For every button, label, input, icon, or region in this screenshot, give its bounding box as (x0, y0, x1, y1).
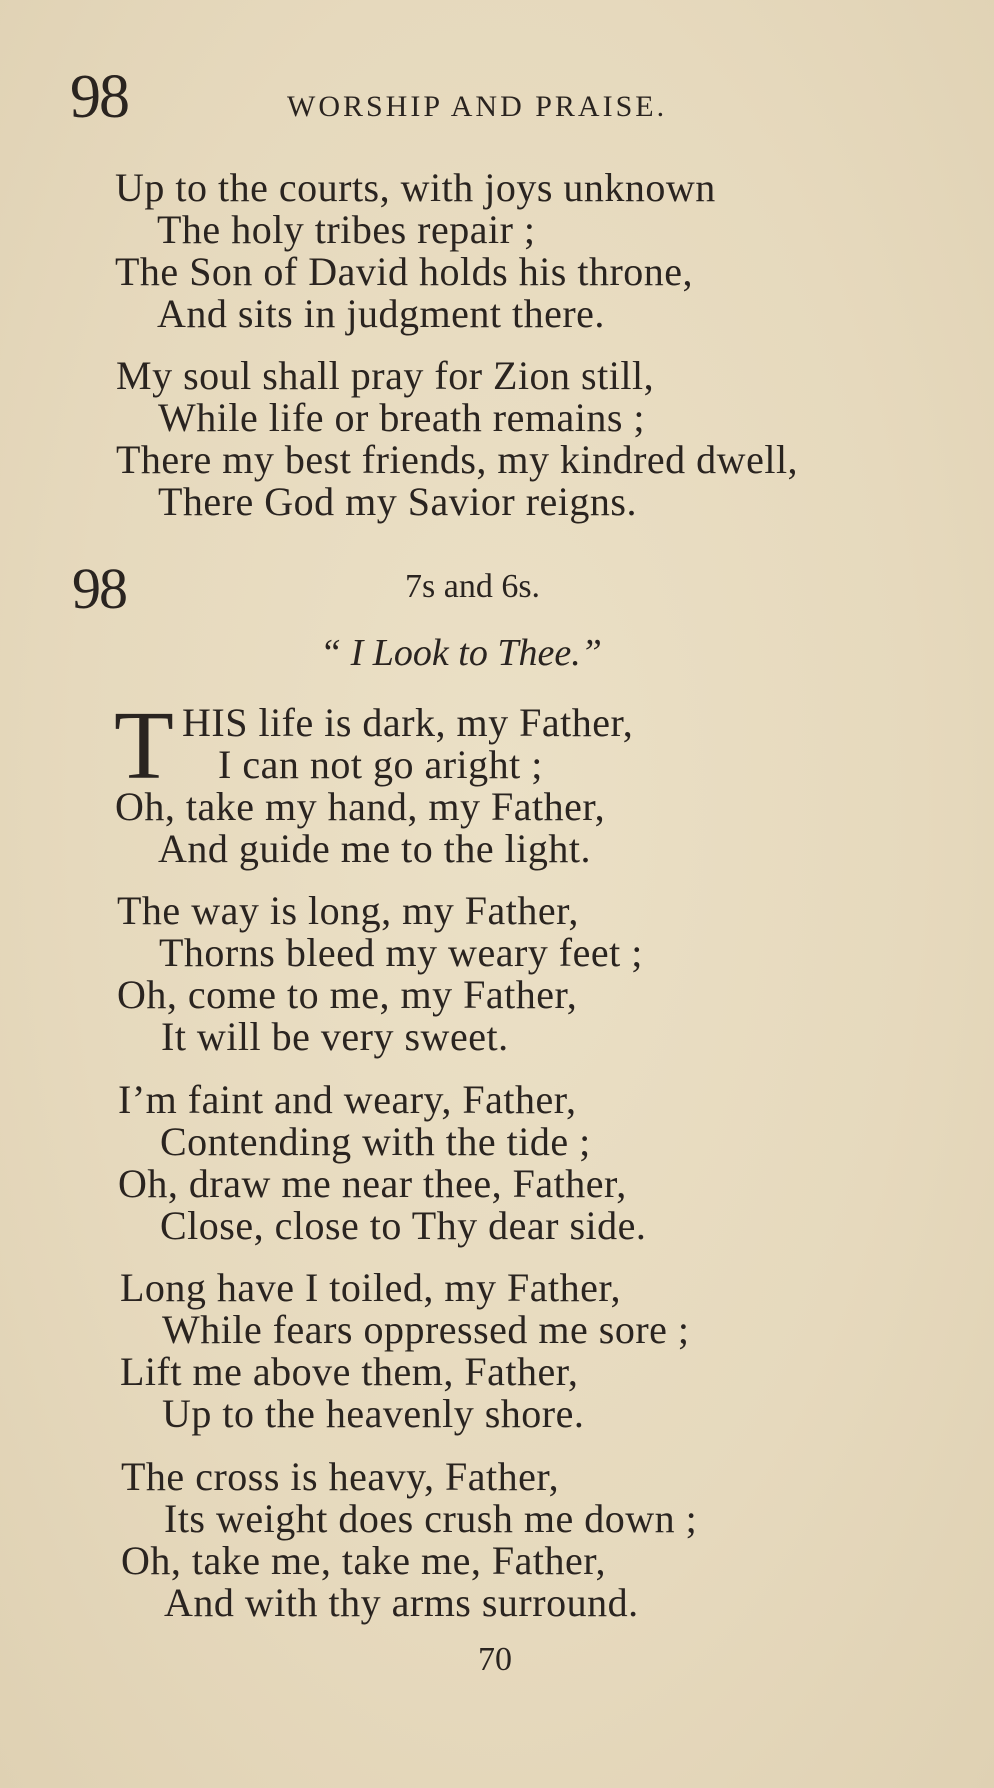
verse-line: And with thy arms surround. (164, 1580, 639, 1625)
verse-line: Oh, take me, take me, Father, (121, 1538, 606, 1583)
verse-line: Oh, come to me, my Father, (117, 972, 578, 1017)
verse-line: Thorns bleed my weary feet ; (159, 930, 643, 975)
verse-line: The holy tribes repair ; (157, 207, 536, 252)
verse-line: The way is long, my Father, (117, 888, 579, 933)
verse-line: Oh, draw me near thee, Father, (118, 1161, 627, 1206)
verse-line: Its weight does crush me down ; (164, 1496, 698, 1541)
verse-line: Close, close to Thy dear side. (160, 1203, 647, 1248)
verse-line: Oh, take my hand, my Father, (115, 784, 606, 829)
verse-line: Up to the heavenly shore. (162, 1391, 585, 1436)
hymn-title: “ I Look to Thee.” (320, 632, 602, 674)
hymn-number: 98 (72, 556, 126, 621)
running-title: WORSHIP AND PRAISE. (287, 90, 668, 123)
verse-line: The Son of David holds his throne, (115, 249, 694, 294)
verse-line: Long have I toiled, my Father, (120, 1265, 622, 1310)
verse-line: HIS life is dark, my Father, (182, 700, 634, 745)
hymn-meter: 7s and 6s. (405, 568, 541, 605)
verse-line: There God my Savior reigns. (158, 479, 637, 524)
verse-line: My soul shall pray for Zion still, (116, 353, 655, 398)
verse-line: Up to the courts, with joys unknown (115, 165, 716, 210)
verse-line: Contending with the tide ; (160, 1119, 591, 1164)
verse-line: While life or breath remains ; (158, 395, 646, 440)
verse-line: And guide me to the light. (158, 826, 591, 871)
verse-line: And sits in judgment there. (157, 291, 605, 336)
page-number: 70 (478, 1641, 512, 1678)
verse-line: It will be very sweet. (161, 1014, 509, 1059)
running-hymn-number: 98 (70, 63, 128, 131)
drop-cap: T (114, 692, 174, 800)
verse-line: The cross is heavy, Father, (121, 1454, 560, 1499)
verse-line: There my best friends, my kindred dwell, (116, 437, 799, 482)
verse-line: I can not go aright ; (218, 742, 543, 787)
verse-line: I’m faint and weary, Father, (118, 1077, 577, 1122)
verse-line: While fears oppressed me sore ; (162, 1307, 690, 1352)
verse-line: Lift me above them, Father, (120, 1349, 579, 1394)
